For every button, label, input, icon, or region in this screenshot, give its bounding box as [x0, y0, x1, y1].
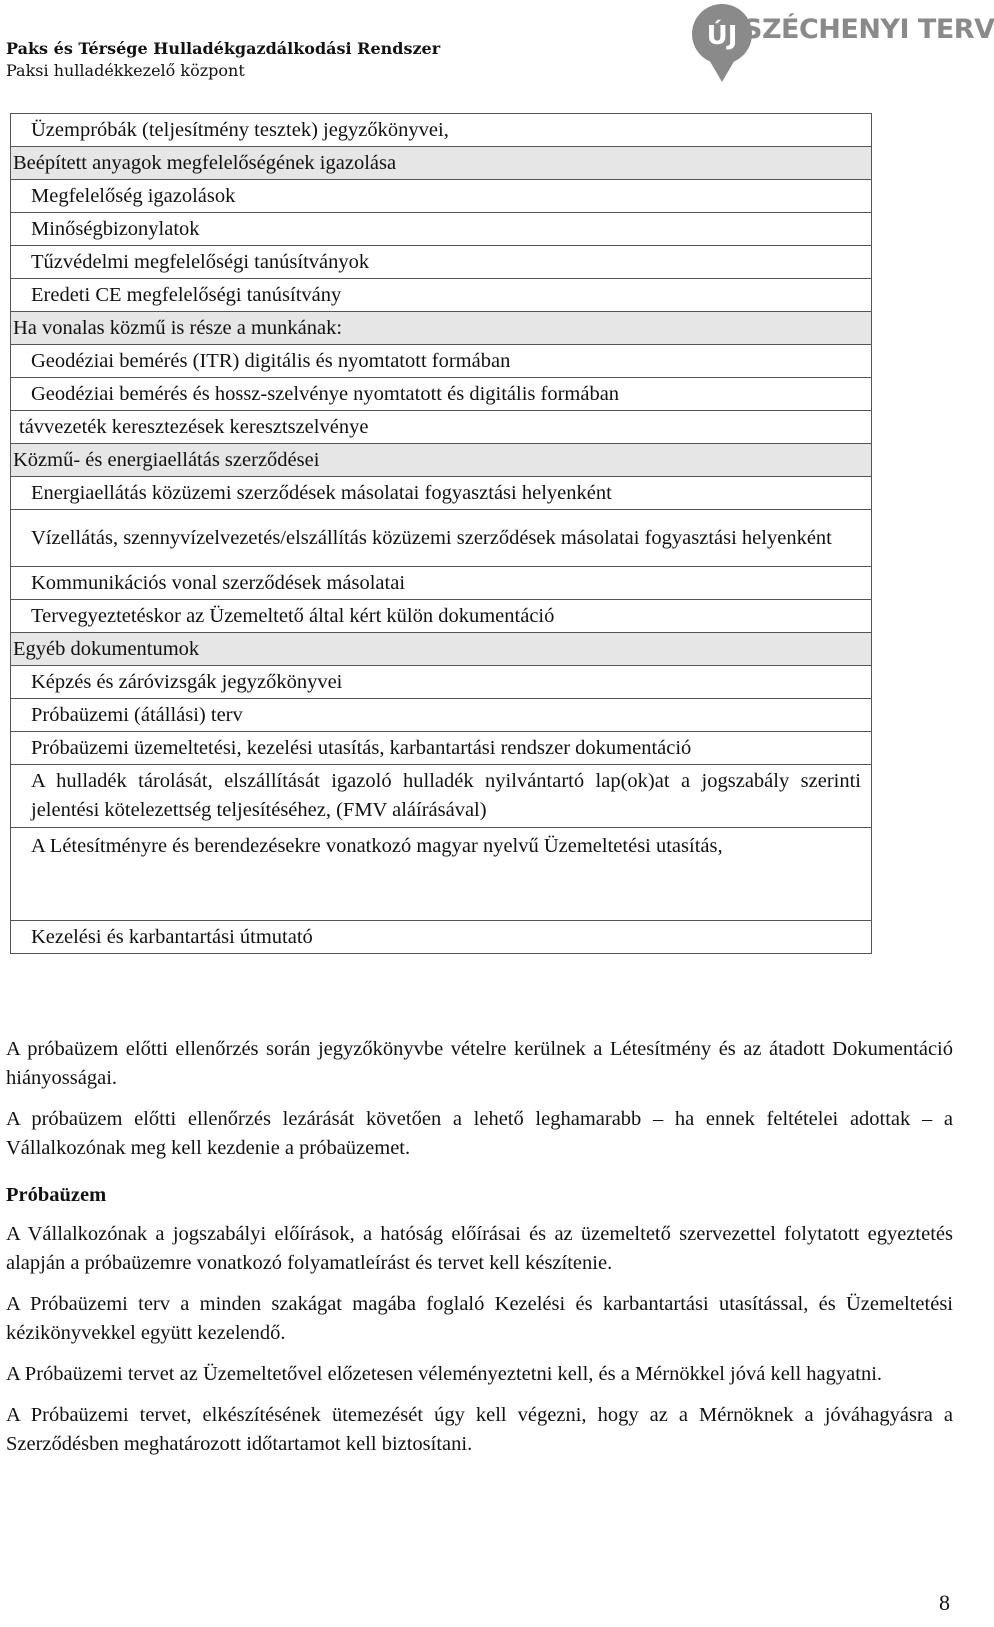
table-row [11, 411, 872, 444]
table-row [11, 246, 872, 279]
table-row [11, 567, 872, 600]
table-cell: Képzés és záróvizsgák jegyzőkönyvei [11, 666, 872, 699]
table-section-row [11, 633, 872, 666]
table-cell: Kommunikációs vonal szerződések másolatai [11, 567, 872, 600]
logo-text: SZÉCHENYI TERV [743, 14, 994, 45]
table-row [11, 213, 872, 246]
table-cell: A Létesítményre és berendezésekre vonatkozó magyar nyelvű Üzemeltetési utasítás, [11, 828, 872, 921]
table-section-row [11, 444, 872, 477]
table-section-row [11, 147, 872, 180]
documentation-table [10, 113, 872, 954]
table-cell: Geodéziai bemérés és hossz-szelvénye nyomtatott és digitális formában [11, 378, 872, 411]
table-cell: Próbaüzemi üzemeltetési, kezelési utasítás, karbantartási rendszer dokumentáció [11, 732, 872, 765]
table-section-cell: Ha vonalas közmű is része a munkának: [11, 312, 872, 345]
table-row [11, 921, 872, 954]
table-row [11, 477, 872, 510]
table-cell: Geodéziai bemérés (ITR) digitális és nyomtatott formában [11, 345, 872, 378]
org-subtitle: Paksi hulladékkezelő központ [6, 61, 245, 80]
table-row [11, 345, 872, 378]
table-cell: távvezeték keresztezések keresztszelvénye [11, 411, 872, 444]
org-title: Paks és Térsége Hulladékgazdálkodási Rendszer [6, 39, 441, 58]
table-section-row [11, 312, 872, 345]
paragraph: A Próbaüzemi tervet az Üzemeltetővel előzetesen véleményeztetni kell, és a Mérnökkel jóvá kell hagyatni. [6, 1363, 883, 1385]
table-cell: Üzempróbák (teljesítmény tesztek) jegyzőkönyvei, [11, 114, 872, 147]
table-cell: A hulladék tárolását, elszállítását igazoló hulladék nyilvántartó lap(ok)at a jogszabály szerinti jelentési kötelezettség teljesítéséhez, (FMV aláírásával) [11, 765, 872, 828]
page-number: 8 [939, 1590, 950, 1615]
table-row [11, 666, 872, 699]
table-cell: Minőségbizonylatok [11, 213, 872, 246]
logo-badge: ÚJ [706, 21, 738, 51]
table-cell: Energiaellátás közüzemi szerződések másolatai fogyasztási helyenként [11, 477, 872, 510]
table-cell: Tűzvédelmi megfelelőségi tanúsítványok [11, 246, 872, 279]
table-cell: Kezelési és karbantartási útmutató [11, 921, 872, 954]
table-row [11, 600, 872, 633]
table-row [11, 180, 872, 213]
paragraph: A próbaüzem előtti ellenőrzés során jegyzőkönyvbe vételre kerülnek a Létesítmény és az átadott Dokumentáció hiányosságai. [6, 1038, 953, 1089]
body-text [6, 1035, 953, 1471]
table-cell: Tervegyeztetéskor az Üzemeltető által kért külön dokumentáció [11, 600, 872, 633]
table-section-cell: Egyéb dokumentumok [11, 633, 872, 666]
paragraph: A próbaüzem előtti ellenőrzés lezárását követően a lehető leghamarabb – ha ennek feltételei adottak – a Vállalkozónak meg kell kezdenie a próbaüzemet. [6, 1108, 953, 1159]
table-cell: Vízellátás, szennyvízelvezetés/elszállítás közüzemi szerződések másolatai fogyasztási helyenként [11, 510, 872, 567]
table-row [11, 828, 872, 921]
table-row [11, 765, 872, 828]
paragraph: A Vállalkozónak a jogszabályi előírások, a hatóság előírásai és az üzemeltető szervezettel folytatott egyeztetés alapján a próbaüzemre vonatkozó folyamatleírást és tervet kell készítenie. [6, 1223, 953, 1274]
table-row [11, 510, 872, 567]
section-heading: Próbaüzem [6, 1184, 107, 1206]
paragraph: A Próbaüzemi terv a minden szakágat magába foglaló Kezelési és karbantartási utasítással, és Üzemeltetési kézikönyvekkel együtt kezelendő. [6, 1293, 953, 1344]
table-row [11, 732, 872, 765]
table-cell: Megfelelőség igazolások [11, 180, 872, 213]
table-section-cell: Beépített anyagok megfelelőségének igazolása [11, 147, 872, 180]
table-section-cell: Közmű- és energiaellátás szerződései [11, 444, 872, 477]
paragraph: A Próbaüzemi tervet, elkészítésének ütemezését úgy kell végezni, hogy az a Mérnöknek a jóváhagyásra a Szerződésben meghatározott időtartamot kell biztosítani. [6, 1404, 953, 1455]
table-cell: Eredeti CE megfelelőségi tanúsítvány [11, 279, 872, 312]
table-cell: Próbaüzemi (átállási) terv [11, 699, 872, 732]
document-header [6, 38, 440, 82]
table-row [11, 114, 872, 147]
table-row [11, 699, 872, 732]
table-row [11, 378, 872, 411]
table-row [11, 279, 872, 312]
